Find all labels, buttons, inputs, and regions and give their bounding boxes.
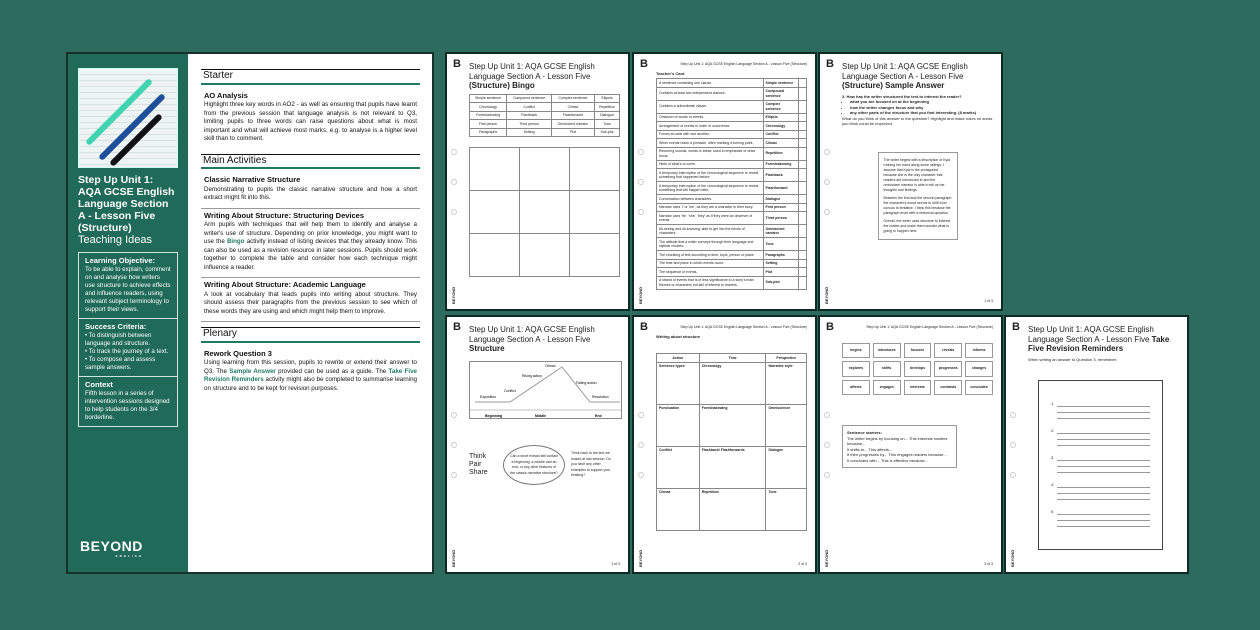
word-card: affects <box>842 380 870 396</box>
bingo-word: Flashback <box>507 111 552 120</box>
scroll-illustration <box>1038 380 1163 550</box>
activity-academic-language: Writing About Structure: Academic Language A look at vocabulary that leads pupils into writing about structure. They should assess their paragraphs from the previous session to see which of these words they are using and which might help them to improve. <box>201 278 420 322</box>
table-row: A temporary interruption of the chronological sequence to reveal something that will happen later. Flashforward <box>657 182 807 195</box>
sample-answer-page[interactable]: B Step Up Unit 1: AQA GCSE English Language Section A - Lesson Five (Structure) Sample Answer 3. How has the writer structured the text to interest the reader? • what you are focused on at the beginning • how the writer changes focus and why • any other parts of the structure that you find interesting. (8 marks) What do you think of this answer to the question? Highlight and make notes on areas you think could be improved. The writer begins with a description of Kyla running her hand along some railings. I assume that Kyla is the protagonist because she is the only character that readers are introduced to and the omniscient narrator is able to tell us her thoughts and feelings. Between the first and the second paragraph the character's mood seems to shift from curious to tentative. I think this because the paragraph ends with a rhetorical question. Overall, the writer uses structure to interest the reader and make them wonder what is going to happen next. 1 of 3 BEYOND <box>818 52 1003 311</box>
column-header: Time <box>699 354 766 363</box>
take-five-link[interactable]: Take Five Revision Reminders <box>204 367 417 383</box>
bingo-word: Compound sentence <box>507 94 552 103</box>
bingo-word: Sub-plot <box>595 128 620 137</box>
section-heading: Writing about structure <box>656 333 701 339</box>
word-card: introduces <box>873 343 901 359</box>
bingo-word: Flashforward <box>552 111 595 120</box>
page-number: 1 of 3 <box>611 561 620 566</box>
svg-text:Middle: Middle <box>535 413 547 418</box>
question-bullets: • what you are focused on at the beginning • how the writer changes focus and why • any other parts of the structure that you find interesting. (8 marks) <box>842 99 993 116</box>
activity-classic-narrative: Classic Narrative Structure Demonstrating to pupils the classic narrative structure and how a short extract might fit into this. <box>201 173 420 209</box>
table-row: When events reach a pinnacle, often marking a turning point. Climax <box>657 139 807 148</box>
table-cell: Dialogue <box>766 446 807 488</box>
table-row: Contains at least two independent clauses. Compound sentence <box>657 87 807 100</box>
definitions-table <box>656 78 807 290</box>
word-card: shifts <box>873 361 901 377</box>
table-row: Forces at odds with one another. Conflict <box>657 130 807 139</box>
prompt: What do you think of this answer to the question? Highlight and make notes on areas you think could be improved. <box>842 115 993 126</box>
table-row: A strand of events that is of less significance to a story's main themes or characters but still of interest to readers. Sub-plot <box>657 276 807 289</box>
table-cell: Sentence types <box>657 362 700 404</box>
table-row: Conversation between characters. Dialogue <box>657 195 807 204</box>
beyond-b-icon: B <box>453 58 461 70</box>
beyond-b-icon: B <box>826 58 834 70</box>
sample-answer-link[interactable]: Sample Answer <box>229 367 276 375</box>
beyond-b-icon: B <box>640 321 648 333</box>
table-row: A temporary interruption of the chronological sequence to reveal something that happened before. Flashback <box>657 169 807 182</box>
table-row: Omission of words or events. Ellipsis <box>657 113 807 122</box>
table-row: Contains a subordinate clause. Complex sentence <box>657 100 807 113</box>
column-header: Perspective <box>766 354 807 363</box>
context-heading: Context <box>85 380 113 389</box>
teachers-card-page[interactable]: B Step Up Unit 1: AQA GCSE English Language Section A - Lesson Five (Structure) Teacher's Card A sentence containing one clause. Simple sentence Contains at least two independent clauses. Compound sentence Contains a subordinate clause. Complex sentence Omission of words or events. Ellipsis Arrangement of events in order of occurrence. Chronology Forces at odds with one another. Conflict When events reach a pinnacle, often marking a turning point. Climax Recurring sounds, words or ideas; used to emphasise or draw focus. Repetition Hints of what's to come. Foreshadowing A temporary interruption of the chronological sequence to reveal something that happened before. Flashback A temporary interruption of the chronological sequence to reveal something that will happen later. Flashforward Conversation between characters. Dialogue Narrator uses 'I' or 'me', as they are a character in their story. First person Narrator uses 'he', 'she', 'they' as if they were an observer of events. Third person All-seeing and all-knowing; able to get into the minds of characters. Omniscient narrator The attitude that a writer conveys through their language and stylistic choices. Tone The chunking of text according to time, topic, person or place. Paragraphs The time and place in which events occur. Setting The sequence of events. Plot A strand of events that is of less significance to a story's main themes or characters but still of interest to readers. Sub-plot BEYOND <box>632 52 817 311</box>
lesson-title: Step Up Unit 1: AQA GCSE English Language Section A - Lesson Five (Structure) <box>78 174 175 234</box>
sidebar <box>68 54 188 572</box>
reminder-line: 4. <box>1051 482 1150 500</box>
table-row: Narrator uses 'he', 'she', 'they' as if they were an observer of events. Third person <box>657 212 807 225</box>
svg-text:End: End <box>595 413 602 418</box>
word-card: changes <box>965 361 993 377</box>
bingo-words-table <box>469 94 620 138</box>
column-header: Action <box>657 354 700 363</box>
punch-hole <box>451 472 457 478</box>
writing-structure-page[interactable]: B Step Up Unit 1: AQA GCSE English Language Section A - Lesson Five (Structure) Writing about structure Action Time Perspective Sentence types Chronology Narrative style Punctuation Foreshadowing Omniscience Conflict Flashback/ Flashforwards Dialogue Climax Repetition Tone 2 of 3 BEYOND <box>632 315 817 574</box>
punch-hole <box>451 442 457 448</box>
answer-box: The writer begins with a description of Kyla running her hand along some railings. I assume that Kyla is the protagonist because she is the only character that readers are introduced to and the omniscient narrator is able to tell us her thoughts and feelings. Between the first and the second paragraph the character's mood seems to shift from curious to tentative. I think this because the paragraph ends with a rhetorical question. Overall, the writer uses structure to interest the reader and make them wonder what is going to happen next. <box>878 152 958 240</box>
table-row: The attitude that a writer conveys through their language and stylistic choices. Tone <box>657 238 807 251</box>
card-heading: Teacher's Card <box>656 70 685 76</box>
table-row: Hints of what's to come. Foreshadowing <box>657 160 807 169</box>
punch-hole <box>638 442 644 448</box>
sentence-starters-box: Sentence starters: The writer begins by focusing on... This interests readers because... It shifts to... This affects... It then progresses by... This engages readers because... It concludes with... This is effective because... <box>842 425 957 468</box>
academic-language-page[interactable]: B Step Up Unit 1: AQA GCSE English Language Section A - Lesson Five (Structure) begins introduces focuses reveals informs explores shifts develops progresses changes affects engages interests contrasts concludes Sentence starters: The writer begins by focusing on... This interests readers because... It shifts to... This affects... It then progresses by... This engages readers because... It concludes with... This is effective because... 3 of 3 BEYOND <box>818 315 1003 574</box>
table-cell: Punctuation <box>657 404 700 446</box>
word-card: explores <box>842 361 870 377</box>
punch-hole <box>824 149 830 155</box>
punch-hole <box>1010 472 1016 478</box>
svg-text:Climax: Climax <box>545 363 556 368</box>
word-card: reveals <box>934 343 962 359</box>
table-row: Narrator uses 'I' or 'me', as they are a character in their story. First person <box>657 203 807 212</box>
punch-hole <box>638 179 644 185</box>
question: 3. How has the writer structured the text to interest the reader? <box>842 93 962 99</box>
section-starter: Starter <box>201 69 420 85</box>
page-number: 1 of 3 <box>984 298 993 303</box>
table-row: The chunking of text according to time, topic, person or place. Paragraphs <box>657 251 807 260</box>
table-cell: Repetition <box>699 488 766 530</box>
word-card: focuses <box>904 343 932 359</box>
table-cell: Flashback/ Flashforwards <box>699 446 766 488</box>
intro-text: When writing an answer to Question 3, remember: <box>1028 356 1118 362</box>
word-card: concludes <box>965 380 993 396</box>
table-cell: Climax <box>657 488 700 530</box>
table-cell: Omniscience <box>766 404 807 446</box>
bingo-word: Omniscient narrator <box>552 120 595 129</box>
table-row: Recurring sounds, words or ideas; used to emphasise or draw focus. Repetition <box>657 147 807 160</box>
page-title: Step Up Unit 1: AQA GCSE English Language Section A - Lesson Five (Structure) Bingo <box>469 62 595 90</box>
punch-hole <box>824 209 830 215</box>
bingo-word: Dialogue <box>595 111 620 120</box>
bingo-word: Ellipsis <box>595 94 620 103</box>
punch-hole <box>638 149 644 155</box>
word-card: informs <box>965 343 993 359</box>
running-head: Step Up Unit 1: AQA GCSE English Language Section A - Lesson Five (Structure) <box>680 62 807 66</box>
structure-page[interactable]: B Step Up Unit 1: AQA GCSE English Language Section A - Lesson Five Structure Exposition Conflict Rising action Climax Falling action Resolution Beginning Middle End Think Pair Share Can a short extract still contain a beginning, a middle and an end, or any other features of the classic narrative structure? Think back to the text we looked at last session. Do you have any other examples to support your thinking? 1 of 3 BEYOND <box>445 315 630 574</box>
success-criteria <box>78 319 178 377</box>
bingo-word: Paragraphs <box>470 128 507 137</box>
word-card: contrasts <box>934 380 962 396</box>
punch-hole <box>824 412 830 418</box>
table-cell: Chronology <box>699 362 766 404</box>
table-cell: Conflict <box>657 446 700 488</box>
take-five-page[interactable]: B Step Up Unit 1: AQA GCSE English Language Section A - Lesson Five Take Five Revision Reminders When writing an answer to Question 3, remember: 1. 2. 3. 4. 5. BEYOND <box>1004 315 1189 574</box>
objective-heading: Learning Objective: <box>85 256 156 265</box>
structure-table <box>656 353 807 531</box>
svg-text:Resolution: Resolution <box>592 394 609 399</box>
criteria-item: • To track the journey of a text. <box>85 348 171 356</box>
bingo-word: Third person <box>507 120 552 129</box>
punch-hole <box>451 149 457 155</box>
word-card: progresses <box>934 361 962 377</box>
success-heading: Success Criteria: <box>85 322 147 331</box>
think-pair-share: Think Pair Share <box>469 453 488 476</box>
context-text: Fifth lesson in a series of intervention sessions designed to help students on the 3/4 borderline. <box>85 390 170 421</box>
svg-text:Rising action: Rising action <box>522 373 543 378</box>
punch-hole <box>451 179 457 185</box>
punch-hole <box>638 412 644 418</box>
svg-text:Beginning: Beginning <box>485 413 503 418</box>
svg-text:Conflict: Conflict <box>504 388 516 393</box>
bingo-link[interactable]: Bingo <box>226 238 245 245</box>
table-row: The sequence of events. Plot <box>657 268 807 277</box>
narrative-arc-diagram <box>469 361 622 419</box>
beyond-b-icon: B <box>640 58 648 70</box>
punch-hole <box>451 412 457 418</box>
side-note: Think back to the text we looked at last session. Do you have any other examples to support your thinking? <box>571 451 611 478</box>
bingo-word: Conflict <box>507 103 552 112</box>
reminder-line: 2. <box>1051 428 1150 446</box>
bingo-word: Complex sentence <box>552 94 595 103</box>
table-row: Arrangement of events in order of occurrence. Chronology <box>657 122 807 131</box>
section-main-activities: Main Activities <box>201 154 420 170</box>
activity-ao-analysis: AO Analysis Highlight three key words in AO2 - as well as ensuring that pupils have learnt from the previous session that language analysis is not relevant to Q3, limiting pupils to three words can raise questions about what is most important and what will achieve most marks, e.g. to analyse is a higher level skill than to comment. <box>204 90 417 142</box>
punch-hole <box>638 209 644 215</box>
page-number: 2 of 3 <box>798 561 807 566</box>
table-row: The time and place in which events occur. Setting <box>657 259 807 268</box>
svg-text:Falling action: Falling action <box>576 380 597 385</box>
beyond-b-icon: B <box>826 321 834 333</box>
bingo-word: First person <box>470 120 507 129</box>
criteria-item: • To compose and assess sample answers. <box>85 356 171 372</box>
reminder-line: 1. <box>1051 401 1150 419</box>
activity-rework-q3: Rework Question 3 Using learning from this session, pupils to rewrite or extend their answer to Q3. The Sample Answer provided can be used as a guide. The Take Five Revision Reminders activity might also be completed to summarise learning on structure and to be kept for revision purposes. <box>204 348 417 392</box>
bingo-word: Setting <box>507 128 552 137</box>
academic-words-grid <box>842 343 993 396</box>
beyond-b-icon: B <box>453 321 461 333</box>
word-card: begins <box>842 343 870 359</box>
lesson-subtitle: Teaching Ideas <box>78 234 152 246</box>
page-title: Step Up Unit 1: AQA GCSE English Language Section A - Lesson Five Structure <box>469 325 595 353</box>
punch-hole <box>1010 442 1016 448</box>
punch-hole <box>824 472 830 478</box>
objective-text: To be able to explain, comment on and analyse how writers use structure to achieve effects and influence readers, using relevant subject terminology to support their views. <box>85 266 171 313</box>
punch-hole <box>824 442 830 448</box>
beyond-b-icon: B <box>1012 321 1020 333</box>
table-cell: Tone <box>766 488 807 530</box>
context <box>78 377 178 427</box>
table-row: All-seeing and all-knowing; able to get into the minds of characters. Omniscient narrator <box>657 225 807 238</box>
running-head: Step Up Unit 1: AQA GCSE English Language Section A - Lesson Five (Structure) <box>866 325 993 329</box>
page-title: Step Up Unit 1: AQA GCSE English Language Section A - Lesson Five Take Five Revision Reminders <box>1028 325 1170 353</box>
reminder-line: 5. <box>1051 509 1150 527</box>
bingo-word: Foreshadowing <box>470 111 507 120</box>
criteria-item: • To distinguish between language and structure. <box>85 332 171 348</box>
bingo-word: Chronology <box>470 103 507 112</box>
word-card: develops <box>904 361 932 377</box>
running-head: Step Up Unit 1: AQA GCSE English Language Section A - Lesson Five (Structure) <box>680 325 807 329</box>
bingo-word: Simple sentence <box>470 94 507 103</box>
punch-hole <box>638 472 644 478</box>
bingo-word: Tone <box>595 120 620 129</box>
pens-photo <box>78 68 178 168</box>
page-title: Step Up Unit 1: AQA GCSE English Language Section A - Lesson Five (Structure) Sample Answer <box>842 62 968 90</box>
punch-hole <box>1010 412 1016 418</box>
svg-text:Exposition: Exposition <box>480 394 497 399</box>
thought-cloud: Can a short extract still contain a beginning, a middle and an end, or any other features of the classic narrative structure? <box>503 445 565 485</box>
section-plenary: Plenary <box>201 327 420 343</box>
reminder-line: 3. <box>1051 455 1150 473</box>
punch-hole <box>451 209 457 215</box>
punch-hole <box>824 179 830 185</box>
table-cell: Narrative style <box>766 362 807 404</box>
bingo-card-grid <box>469 147 620 277</box>
bingo-word: Repetition <box>595 103 620 112</box>
activity-structuring-devices: Writing About Structure: Structuring Devices Arm pupils with techniques that will help them to identify and analyse a writer's use of structure. Depending on prior knowledge, you might want to use the Bingo activity instead of listing devices that they already know. This can also be used as a revision resource in later sessions. Pupils should work together to complete the table and consider how each technique might influence a reader. <box>201 209 420 279</box>
page-number: 3 of 3 <box>984 561 993 566</box>
word-card: interests <box>904 380 932 396</box>
bingo-word: Climax <box>552 103 595 112</box>
word-card: engages <box>873 380 901 396</box>
beyond-logo: BEYOND ENGLISH <box>80 538 143 558</box>
table-row: A sentence containing one clause. Simple sentence <box>657 79 807 88</box>
lesson-content <box>188 54 432 572</box>
table-cell: Foreshadowing <box>699 404 766 446</box>
teaching-ideas-page <box>66 52 434 574</box>
bingo-word: Plot <box>552 128 595 137</box>
learning-objective <box>78 252 178 319</box>
bingo-page[interactable]: B Step Up Unit 1: AQA GCSE English Language Section A - Lesson Five (Structure) Bingo Simple sentence Compound sentence Complex sentence Ellipsis Chronology Conflict Climax Repetition Foreshadowing Flashback Flashforward Dialogue First person Third person Omniscient narrator Tone Paragraphs Setting Plot Sub-plot BEYOND <box>445 52 630 311</box>
